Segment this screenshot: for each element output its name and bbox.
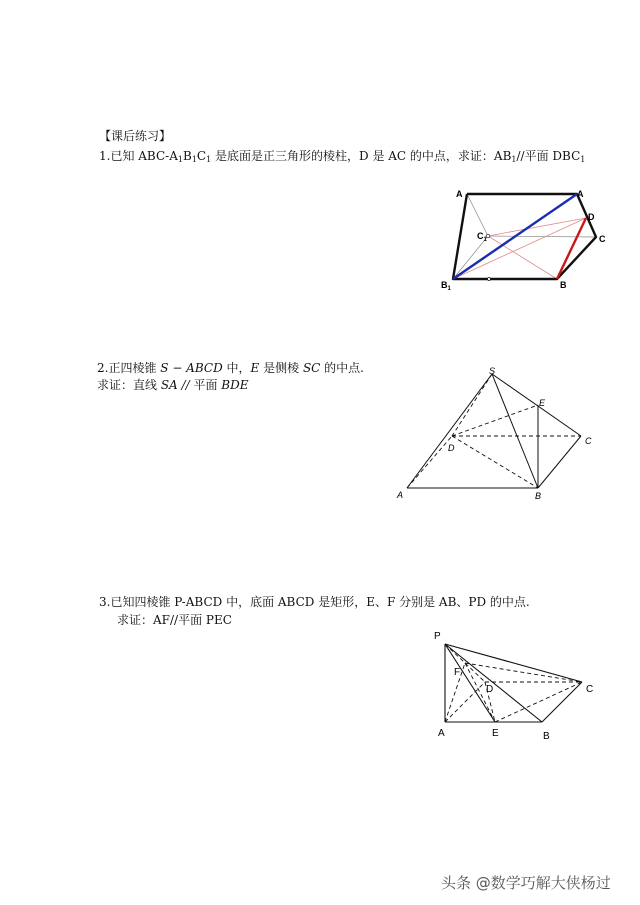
- subscript: 1: [580, 155, 586, 164]
- problem-2-text-d: E: [250, 361, 260, 375]
- label-c: C: [599, 234, 606, 244]
- label-b: B: [560, 280, 567, 290]
- problem-2-text-b: S − ABCD: [160, 361, 223, 375]
- label-b1-sub: 1: [447, 286, 451, 292]
- subscript: 1: [206, 155, 212, 164]
- subscript: 1: [191, 155, 197, 164]
- edge-c1-c: [488, 236, 596, 237]
- label-b1-main: B: [441, 280, 448, 290]
- hidden-d-b: [452, 436, 538, 488]
- section-title: 【课后练习】: [99, 129, 172, 143]
- label-e: E: [539, 398, 546, 408]
- label-c1: [477, 231, 488, 243]
- rect-pyramid-figure: [425, 625, 615, 745]
- problem-1-statement: [99, 148, 585, 168]
- problem-2-number: 2.: [97, 361, 109, 375]
- label-a: A: [438, 728, 445, 739]
- label-d: D: [588, 212, 595, 222]
- problem-1-text-a: 已知 ABC-A: [110, 149, 178, 163]
- pyramid-figure: [395, 365, 605, 505]
- label-a: A: [397, 490, 404, 500]
- edge-s-c: [492, 374, 581, 436]
- label-f: F: [454, 667, 461, 678]
- hidden-e-c: [495, 682, 582, 722]
- problem-1-number: 1.: [99, 149, 111, 163]
- problem-2-text-c: 中，: [222, 361, 251, 375]
- label-c1-main: C: [477, 231, 484, 241]
- problem-3-number: 3.: [99, 595, 111, 609]
- problem-2-text-g: 的中点.: [320, 361, 364, 375]
- label-b: B: [543, 731, 550, 742]
- problem-2-text-h: 求证：直线: [97, 378, 161, 392]
- segment-d-b: [557, 218, 586, 279]
- label-e: E: [492, 728, 499, 739]
- edge-b-c: [542, 682, 582, 722]
- label-p: P: [434, 631, 441, 642]
- problem-2-text-k: BDE: [221, 378, 249, 392]
- subscript: 1: [511, 155, 517, 164]
- problem-1-text-e: //平面 DBC: [516, 149, 581, 163]
- label-c1-sub: 1: [483, 237, 487, 243]
- problem-2-text-a: 正四棱锥: [108, 361, 161, 375]
- label-d: D: [486, 684, 494, 695]
- problem-2-text-e: 是侧棱: [259, 361, 303, 375]
- problem-2-line-2: [97, 377, 248, 393]
- problem-2-text-f: SC: [302, 361, 321, 375]
- edge-b-c: [538, 436, 581, 488]
- watermark: 头条 @数学巧解大侠杨过: [441, 874, 611, 892]
- edge-p-b: [445, 644, 542, 722]
- problem-3-text-a: 已知四棱锥 P-ABCD 中，底面 ABCD 是矩形，E、F 分别是 AB、PD 的中点.: [110, 595, 530, 609]
- problem-3-line-2: 求证：AF//平面 PEC: [117, 613, 232, 627]
- edge-s-a: [407, 374, 492, 488]
- problem-2-line-1: [97, 360, 364, 376]
- label-d: D: [448, 443, 455, 453]
- hidden-a-d: [407, 436, 452, 488]
- problem-2-text-i: SA //: [160, 378, 194, 392]
- label-b1: [441, 280, 452, 292]
- problem-1-text-c: C: [196, 149, 207, 163]
- edge-s-b: [492, 374, 538, 488]
- point-midpoint: [488, 278, 491, 281]
- label-s: S: [489, 366, 496, 376]
- subscript: 1: [177, 155, 183, 164]
- problem-1-text-b: B: [182, 149, 192, 163]
- hidden-a-d: [445, 682, 485, 722]
- hidden-s-d: [452, 374, 492, 436]
- prism-figure: [430, 180, 610, 300]
- line-c1-b: [488, 236, 557, 279]
- label-a1: A: [456, 189, 463, 199]
- edge-a1-c1: [467, 194, 488, 236]
- label-c: C: [585, 436, 592, 446]
- problem-2-text-j: 平面: [193, 378, 222, 392]
- label-a: A: [577, 189, 584, 199]
- problem-1-text-d: 是底面是正三角形的棱柱，D 是 AC 的中点，求证：AB: [211, 149, 512, 163]
- label-c: C: [586, 684, 594, 695]
- label-b: B: [535, 491, 542, 501]
- problem-3-line-1: [99, 594, 530, 610]
